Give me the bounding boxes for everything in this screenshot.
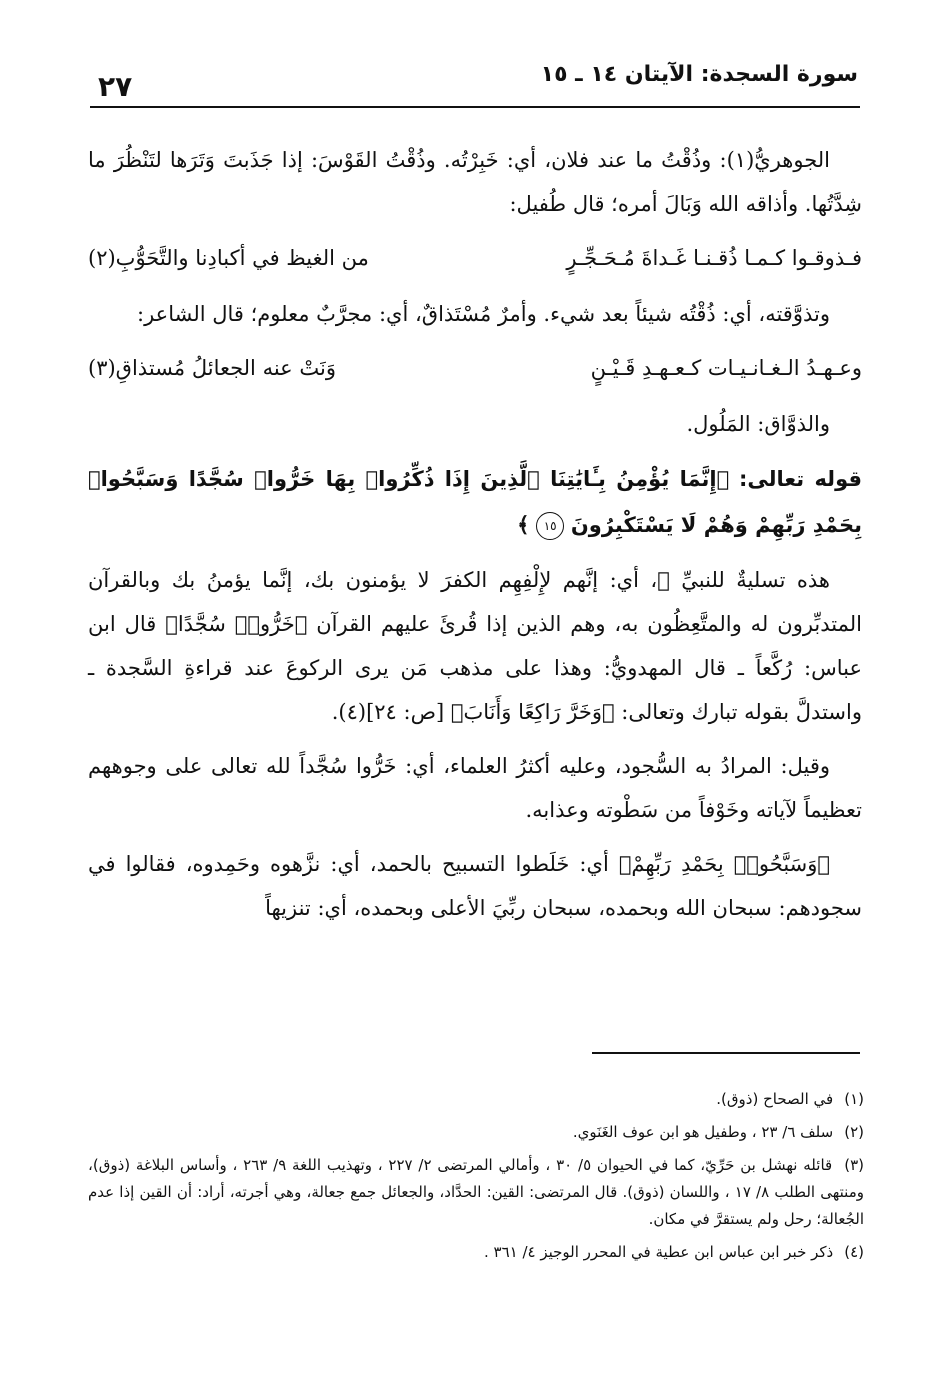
paragraph-5: وقيل: المرادُ به السُّجود، وعليه أكثرُ العلماء، أي: خَرُّوا سُجَّداً لله تعالى على وجوههم تعظيماً لآياته وخَوْفاً من سَطْوته وعذابه. <box>88 754 862 822</box>
paragraph-6: ﴿وَسَبَّحُوا۟ بِحَمْدِ رَبِّهِمْ﴾ أي: خَلَطوا التسبيح بالحمد، أي: نزَّهوه وحَمِدوه، فقالوا في سجودهم: سبحان الله وبحمده، سبحان ربِّيَ الأعلى وبحمده، أي: تنزيهاً <box>88 852 862 920</box>
paragraph-4: هذه تسليةٌ للنبيِّ ﷺ، أي: إنَّهم لإِلْفِهِم الكفرَ لا يؤمنون بك، إنَّما يؤمنُ بك وبالقرآن المتدبِّرون له والمتَّعِظُون به، وهم الذين إذا قُرئَ عليهم القرآن ﴿خَرُّوا۟ سُجَّدًا﴾ قال ابن عباس: رُكَّعاً ـ قال المهدويُّ: وهذا على مذهب مَن يرى الركوعَ عند قراءةِ السَّجدة ـ واستدلَّ بقوله تبارك وتعالى: ﴿وَخَرَّ رَاكِعًا وَأَنَابَ﴾ [ص: ٢٤](٤). <box>88 568 862 724</box>
footnote-divider <box>592 1052 860 1054</box>
verse-1-second-hemistich: من الغيظ في أكبادِنا والتَّحَوُّبِ(٢) <box>88 246 369 270</box>
paragraph-3: والذوَّاق: المَلُول. <box>686 412 830 436</box>
footnotes <box>88 1086 864 1272</box>
verse-2-second-hemistich: وَنَتْ عنه الجعائلُ مُستذاقِ(٣) <box>88 356 336 380</box>
footnote-number: (٣) <box>844 1156 865 1174</box>
poetry-verse-1 <box>88 236 862 280</box>
quran-verse-block <box>88 456 862 548</box>
footnote-text: قائله نهشل بن حَرِّيّ، كما في الحيوان ٥/ ٣٠ ، وأمالي المرتضى ٢/ ٢٢٧ ، وتهذيب اللغة ٩/ ٢٦٣ ، وأساس البلاغة (ذوق)، ومنتهى الطلب ٨/ ١٧ ، واللسان (ذوق). قال المرتضى: القين: الحدَّاد، والجعائل جمع جعالة، وهي أجرته، أراد: أن القين إذا عدم الجُعالة؛ رحل ولم يستقرَّ في مكان. <box>88 1156 864 1228</box>
quran-closing-bracket: ﴾ <box>517 513 530 537</box>
footnote-number: (٢) <box>844 1123 864 1141</box>
poetry-verse-2 <box>88 346 862 390</box>
footnote-4 <box>88 1239 864 1266</box>
footnote-number: (١) <box>844 1090 864 1108</box>
page-number: ٢٧ <box>98 70 133 103</box>
running-header-title: سورة السجدة: الآيتان ١٤ ـ ١٥ <box>540 62 858 87</box>
verse-1-first-hemistich: فـذوقـوا كـمـا ذُقـنـا غَـداةَ مُـحَـجِّـرٍ <box>566 246 862 270</box>
footnote-1 <box>88 1086 864 1113</box>
footnote-number: (٤) <box>844 1243 864 1261</box>
footnote-text: في الصحاح (ذوق). <box>716 1090 834 1108</box>
paragraph-2: وتذوَّقته، أي: ذُقْتُه شيئاً بعد شيء. وأمرٌ مُسْتَذاقٌ، أي: مجرَّبٌ معلوم؛ قال الشاعر: <box>137 302 830 326</box>
ayah-number-marker: ١٥ <box>536 512 564 540</box>
header-divider <box>90 106 860 108</box>
quran-verse-text: ﴿إِنَّمَا يُؤْمِنُ بِـَٔايَٰتِنَا ٱلَّذِينَ إِذَا ذُكِّرُوا۟ بِهَا خَرُّوا۟ سُجَّدًا وَسَبَّحُوا۟ بِحَمْدِ رَبِّهِمْ وَهُمْ لَا يَسْتَكْبِرُونَ <box>88 467 862 537</box>
quran-intro: قوله تعالى: <box>738 467 862 491</box>
paragraph-1: الجوهريُّ(١): وذُقْتُ ما عند فلان، أي: خَبِرْتُه. وذُقْتُ القَوْسَ: إذا جَذَبتَ وَتَرَها لتَنْظُرَ ما شِدَّتُها. وأذاقه الله وَبَالَ أمره؛ قال طُفيل: <box>88 148 862 216</box>
footnote-3 <box>88 1152 864 1233</box>
verse-2-first-hemistich: وعـهـدُ الـغـانـيـات كـعـهـدِ قَـيْـنٍ <box>590 356 862 380</box>
footnote-text: سلف ٦/ ٢٣ ، وطفيل هو ابن عوف الغَنَوي. <box>572 1123 834 1141</box>
footnote-text: ذكر خبر ابن عباس ابن عطية في المحرر الوجيز ٤/ ٣٦١ . <box>483 1243 834 1261</box>
footnote-2 <box>88 1119 864 1146</box>
main-text <box>88 138 862 940</box>
